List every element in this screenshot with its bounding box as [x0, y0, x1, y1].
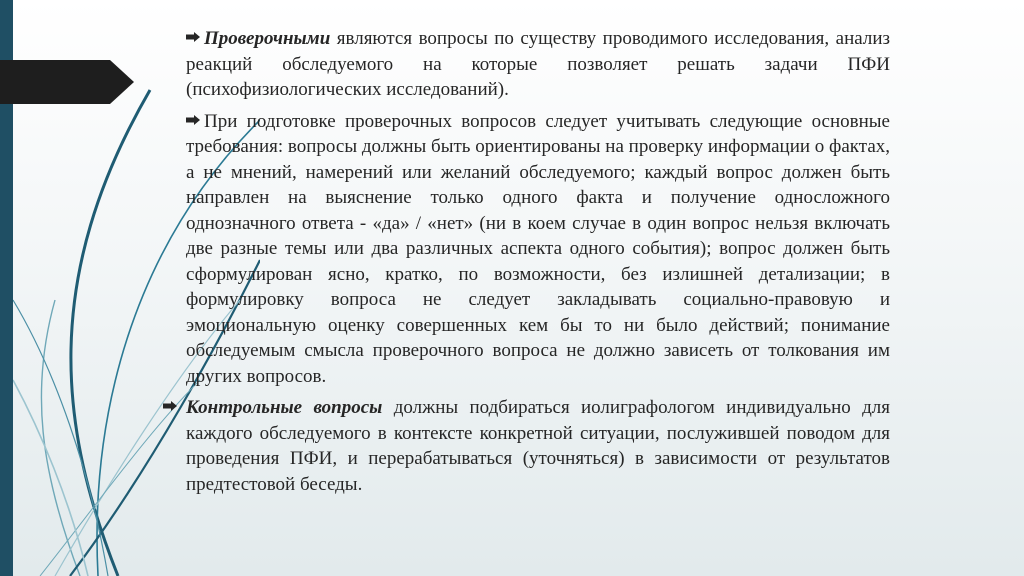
curve-line-8: [13, 300, 108, 576]
arrow-bullet-icon: [160, 401, 180, 411]
arrow-bullet-icon: [186, 32, 200, 42]
paragraph-control-questions: [160, 395, 890, 497]
paragraph-text: должны подбираться иолиграфологом индивидуально для каждого обследуемого в контексте конкретной ситуации, послужившей поводом для проведения ПФИ, и перерабатываться (уточняться) в зависимости от результатов предтестовой беседы.: [186, 397, 890, 495]
curve-line-1: [71, 90, 150, 576]
paragraph-preparation-requirements: [160, 109, 890, 390]
paragraph-text: При подготовке проверочных вопросов следует учитывать следующие основные требования: вопросы должны быть ориентированы на проверку информации о фактах, а не мнений, намерений или желаний обследуемого; каждый вопрос должен быть направлен на выяснение только одного факта и получение односложного однозначного ответа - «да» / «нет» (ни в коем случае в один вопрос нельзя включать две разные темы или два различных аспекта одного события); вопрос должен быть сформулирован ясно, кратко, по возможности, без излишней детализации; в формулировку вопроса не следует закладывать социально-правовую и эмоциональную оценку совершенных кем бы то ни было действий; понимание обследуемым смысла проверочного вопроса не должно зависеть от толкования им других вопросов.: [186, 110, 890, 387]
slide-content: [160, 26, 890, 503]
term-verification: Проверочными: [204, 28, 331, 49]
term-control: Контрольные вопросы: [186, 397, 383, 418]
paragraph-text: являются вопросы по существу проводимого исследования, анализ реакций обследуемого на которые позволяет решать задачи ПФИ (психофизиологических исследований).: [186, 28, 890, 100]
arrow-bullet-icon: [186, 115, 200, 125]
paragraph-verification-questions: [160, 26, 890, 103]
title-tab-shape: [0, 60, 136, 104]
